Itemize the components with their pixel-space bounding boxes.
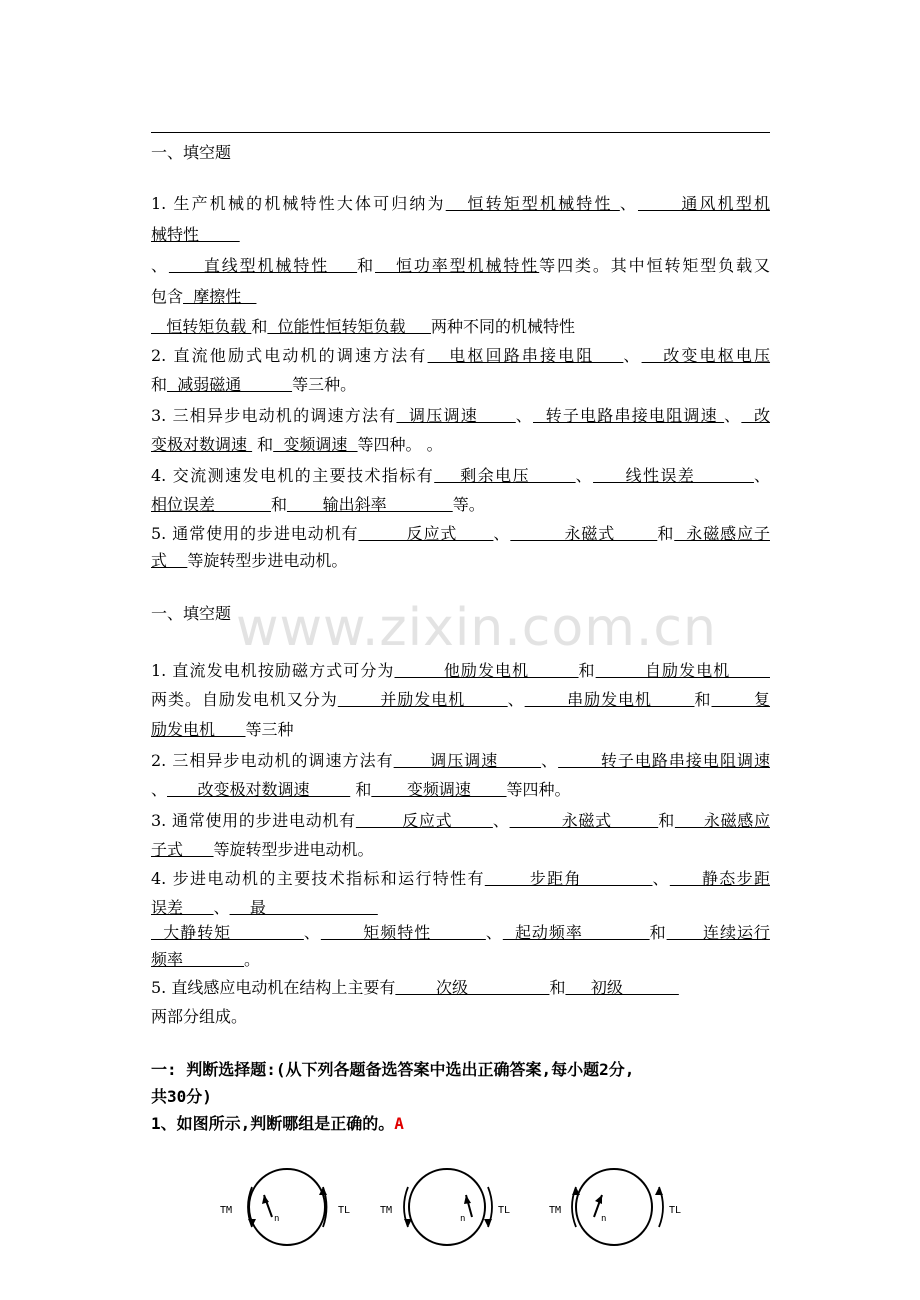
- section1-line: [151, 315, 770, 339]
- section2-line: [151, 778, 770, 802]
- question-text: 等四种。 。: [357, 435, 443, 454]
- answer-blank: 改变极对数调速: [167, 780, 351, 799]
- answer-blank: 永磁式: [509, 811, 659, 830]
- answer-blank: 连续运行: [666, 923, 770, 942]
- answer-blank: 改: [741, 406, 770, 425]
- question-text: 、: [753, 466, 770, 485]
- question-text: 等三种。: [292, 375, 357, 394]
- answer-blank: 变频调速: [371, 780, 507, 799]
- section3-heading-line1: 一: 判断选择题:(从下列各题备选答案中选出正确答案,每小题2分,: [151, 1060, 635, 1079]
- question-text: 包含: [151, 287, 184, 306]
- question-text: 5. 通常使用的步进电动机有: [151, 524, 359, 543]
- tm-label: TM: [220, 1205, 233, 1216]
- question-text: 两部分组成。: [151, 1007, 248, 1026]
- section1-line: [151, 373, 770, 397]
- question-text: 两类。自励发电机又分为: [151, 690, 338, 709]
- section2-line: [151, 688, 770, 712]
- question-text: 和: [658, 811, 675, 830]
- rotor-circle: [409, 1169, 485, 1245]
- question-text: 、: [485, 923, 503, 942]
- figure-b: [380, 1169, 510, 1245]
- answer-blank: 变频调速: [273, 435, 358, 454]
- section1-line: [151, 493, 770, 517]
- question-text: 、: [619, 194, 638, 213]
- question-text: 和: [252, 435, 274, 454]
- answer-blank: 他励发电机: [394, 661, 579, 680]
- n-label: n: [460, 1214, 466, 1224]
- question-text: 、: [541, 751, 559, 770]
- question1-answer: A: [394, 1114, 404, 1133]
- question-text: 、: [213, 898, 230, 917]
- answer-blank: 反应式: [355, 811, 493, 830]
- figure-a: [220, 1169, 350, 1245]
- answer-blank: 串励发电机: [524, 690, 695, 709]
- top-rule: [151, 132, 770, 133]
- answer-blank: 转子电路串接电阻调速: [558, 751, 770, 770]
- question-text: 等四种。: [506, 780, 571, 799]
- answer-blank: 摩擦性: [183, 287, 257, 306]
- answer-blank: 矩频特性: [320, 923, 486, 942]
- answer-blank: 位能性恒转矩负载: [267, 317, 431, 336]
- section3-heading-line2: 共30分): [151, 1087, 212, 1106]
- question-text: 、: [623, 346, 642, 365]
- question-text: 、: [492, 811, 510, 830]
- answer-blank: 剩余电压: [434, 466, 576, 485]
- question-text: 等四类。其中恒转矩型负载又: [539, 256, 770, 275]
- answer-blank: 输出斜率: [286, 495, 453, 514]
- section2-heading: 一、填空题: [151, 604, 232, 623]
- section1-line: [151, 433, 770, 457]
- question1-text: 1、如图所示,判断哪组是正确的。: [151, 1114, 395, 1133]
- question-text: 和: [357, 256, 375, 275]
- question-text: 。: [244, 950, 261, 969]
- question-text: 、: [575, 466, 594, 485]
- section2-line: [151, 867, 770, 891]
- answer-blank: 通风机型机: [637, 194, 770, 213]
- section2-line: [151, 976, 770, 1000]
- section2-line: [151, 718, 770, 742]
- answer-blank: 大静转矩: [151, 923, 304, 942]
- answer-blank: 调压调速: [396, 406, 516, 425]
- question-text: 2. 三相异步电动机的调速方法有: [151, 751, 394, 770]
- answer-blank: 械特性: [151, 225, 240, 244]
- answer-blank: 最: [229, 898, 378, 917]
- answer-blank: 恒功率型机械特性: [375, 256, 540, 275]
- answer-blank: 自励发电机: [595, 661, 770, 680]
- question-text: 2. 直流他励式电动机的调速方法有: [151, 346, 428, 365]
- section2-line: [151, 659, 770, 683]
- answer-blank: 并励发电机: [337, 690, 508, 709]
- question-text: 和: [694, 690, 712, 709]
- section1-line: [151, 464, 770, 488]
- section1-line: [151, 344, 770, 368]
- tl-label: TL: [669, 1205, 682, 1216]
- n-label: n: [601, 1214, 607, 1224]
- question-text: 1. 生产机械的机械特性大体可归纳为: [151, 194, 446, 213]
- question-text: 和: [350, 780, 372, 799]
- question-text: 和: [657, 524, 675, 543]
- section2-line: [151, 809, 770, 833]
- question-text: 5. 直线感应电动机在结构上主要有: [151, 978, 396, 997]
- answer-blank: 频率: [151, 950, 245, 969]
- question-text: 和: [578, 661, 596, 680]
- question-text: 、: [151, 780, 168, 799]
- n-label: n: [274, 1214, 280, 1224]
- section1-line: [151, 223, 770, 247]
- question-text: 、: [151, 256, 169, 275]
- answer-blank: 初级: [565, 978, 679, 997]
- answer-blank: 改变电枢电压: [641, 346, 771, 365]
- answer-blank: 复: [711, 690, 770, 709]
- answer-blank: 电枢回路串接电阻: [427, 346, 624, 365]
- question-text: 两种不同的机械特性: [430, 317, 575, 336]
- question-text: 4. 交流测速发电机的主要技术指标有: [151, 466, 435, 485]
- question-text: 等三种: [245, 720, 294, 739]
- answer-blank: 直线型机械特性: [168, 256, 358, 275]
- section2-line: [151, 838, 770, 862]
- section1-heading: 一、填空题: [151, 143, 232, 162]
- question-text: 和: [649, 923, 667, 942]
- section1-line: [151, 404, 770, 428]
- tm-label: TM: [549, 1205, 562, 1216]
- answer-blank: 励发电机: [151, 720, 246, 739]
- section1-line: [151, 254, 770, 278]
- section1-line: [151, 522, 770, 546]
- answer-blank: 子式: [151, 840, 214, 859]
- question-text: 等。: [452, 495, 485, 514]
- tl-label: TL: [338, 1205, 351, 1216]
- answer-blank: 式: [151, 551, 188, 570]
- question-text: 3. 三相异步电动机的调速方法有: [151, 406, 397, 425]
- question-text: 、: [724, 406, 742, 425]
- answer-blank: 永磁式: [510, 524, 658, 543]
- question-text: 和: [151, 375, 168, 394]
- answer-blank: 起动频率: [502, 923, 650, 942]
- section2-line: [151, 1005, 770, 1029]
- question-text: 等旋转型步进电动机。: [213, 840, 374, 859]
- question-text: 4. 步进电动机的主要技术指标和运行特性有: [151, 869, 485, 888]
- tl-label: TL: [498, 1205, 511, 1216]
- question1: [151, 1114, 404, 1134]
- answer-blank: 步距角: [484, 869, 653, 888]
- answer-blank: 恒转矩型机械特性: [445, 194, 620, 213]
- answer-blank: 误差: [151, 898, 214, 917]
- question-text: 3. 通常使用的步进电动机有: [151, 811, 356, 830]
- section2-line: [151, 749, 770, 773]
- section2-line: [151, 948, 770, 972]
- answer-blank: 永磁感应子: [674, 524, 770, 543]
- question-text: 和: [549, 978, 566, 997]
- section1-line: [151, 549, 770, 573]
- answer-blank: 永磁感应: [674, 811, 770, 830]
- question-text: 和: [270, 495, 287, 514]
- answer-blank: 反应式: [358, 524, 494, 543]
- question-text: 、: [652, 869, 670, 888]
- answer-blank: 转子电路串接电阻调速: [533, 406, 725, 425]
- question-text: 、: [493, 524, 511, 543]
- question-text: 、: [303, 923, 321, 942]
- question-text: 1. 直流发电机按励磁方式可分为: [151, 661, 395, 680]
- watermark: www.zixin.com.cn: [236, 598, 717, 658]
- tm-label: TM: [380, 1205, 393, 1216]
- rotor-circle: [576, 1169, 652, 1245]
- answer-blank: 调压调速: [393, 751, 542, 770]
- question-text: 、: [507, 690, 525, 709]
- question-text: 等旋转型步进电动机。: [187, 551, 348, 570]
- section2-line: [151, 921, 770, 945]
- answer-blank: 静态步距: [669, 869, 770, 888]
- answer-blank: 线性误差: [593, 466, 754, 485]
- question-text: 和: [251, 317, 268, 336]
- section1-line: [151, 192, 770, 216]
- section2-line: [151, 896, 770, 920]
- question-text: 、: [515, 406, 533, 425]
- answer-blank: 减弱磁通: [167, 375, 293, 394]
- answer-blank: 变极对数调速: [151, 435, 253, 454]
- section1-line: [151, 285, 770, 309]
- motor-direction-figure: [212, 1165, 702, 1260]
- answer-blank: 次级: [395, 978, 550, 997]
- rotor-circle: [249, 1169, 325, 1245]
- figure-c: [549, 1169, 681, 1245]
- answer-blank: 相位误差: [151, 495, 271, 514]
- answer-blank: 恒转矩负载: [151, 317, 252, 336]
